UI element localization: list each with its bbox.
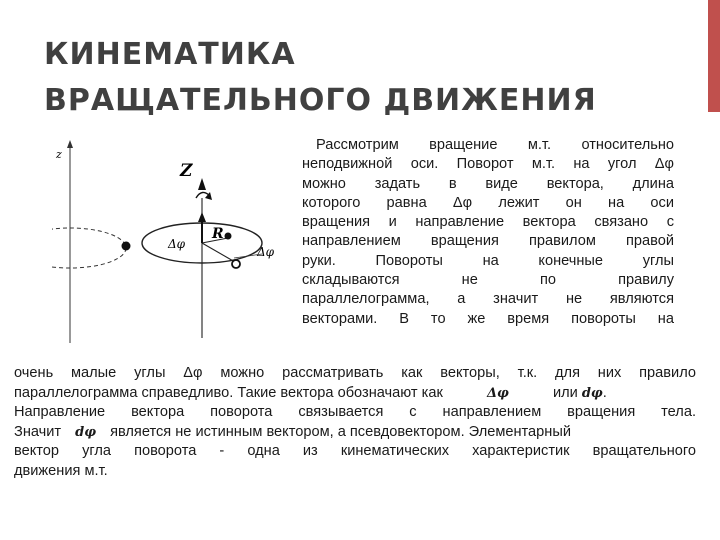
bottom-line-4 — [14, 423, 696, 443]
bottom-line-2 — [14, 384, 696, 404]
d-phi-vector-symbol-2: dφ — [75, 424, 97, 440]
right-line-4: которого равна Δφ лежит он на оси — [302, 194, 674, 211]
bottom-line-2-text-b: или — [552, 384, 578, 401]
angle-vector-head — [198, 212, 206, 222]
right-line-6: направлением вращения правилом правой — [302, 233, 674, 250]
bottom-line-2-text-a: параллелограмма справедливо. Такие вектора обозначают как — [14, 384, 443, 401]
bottom-line-2-text-c: . — [602, 384, 607, 401]
bottom-line-1: очень малые углы Δφ можно рассматривать как векторы, т.к. для них правило — [14, 365, 696, 381]
title-line-2: ВРАЩАТЕЛЬНОГО ДВИЖЕНИЯ — [44, 83, 597, 118]
right-line-9: параллелограмма, а значит не являются — [302, 291, 674, 308]
bottom-line-5: вектор угла поворота - одна из кинематических характеристик вращательного — [14, 443, 696, 460]
radius-line-2 — [202, 243, 235, 262]
bottom-line-3: Направление вектора поворота связывается с направлением вращения тела. — [14, 404, 696, 421]
title-line-1: КИНЕМАТИКА — [44, 37, 296, 72]
bottom-paragraph — [14, 364, 696, 482]
right-axis-arrow — [198, 178, 206, 190]
d-phi-vector-symbol: dφ — [581, 385, 603, 401]
right-axis-label: Z — [180, 161, 193, 181]
left-orbit — [52, 228, 126, 268]
right-line-5: вращения и направление вектора связано с — [302, 214, 674, 231]
right-line-2: неподвижной оси. Поворот м.т. на угол Δφ — [302, 156, 674, 173]
rotation-diagram — [52, 138, 302, 348]
bottom-line-4-text-b: является не истинным вектором, а псевдовектором. Элементарный — [110, 423, 571, 440]
slide-title — [44, 32, 684, 124]
right-line-3: можно задать в виде вектора, длина — [302, 175, 674, 192]
point-end — [232, 260, 240, 268]
angle-label-outside: Δφ — [257, 245, 275, 259]
bottom-line-4-text-a: Значит — [14, 423, 62, 440]
right-paragraph — [302, 136, 674, 329]
bottom-line-6: движения м.т. — [14, 462, 108, 479]
right-line-1: Рассмотрим вращение м.т. относительно — [316, 137, 674, 153]
point-start — [225, 233, 232, 240]
angle-label: Δφ — [168, 237, 186, 251]
left-axis-arrow — [67, 140, 73, 148]
right-line-8: складываются не по правилу — [302, 272, 674, 289]
delta-phi-vector-symbol: Δφ — [486, 385, 509, 401]
radius-label: R — [212, 226, 224, 242]
left-point — [122, 242, 131, 251]
rotation-diagram-svg — [52, 138, 302, 348]
right-line-10: векторами. В то же время повороты на — [302, 310, 674, 327]
accent-bar — [708, 0, 720, 112]
right-line-7: руки. Повороты на конечные углы — [302, 252, 674, 269]
left-axis-label: z — [56, 148, 62, 161]
